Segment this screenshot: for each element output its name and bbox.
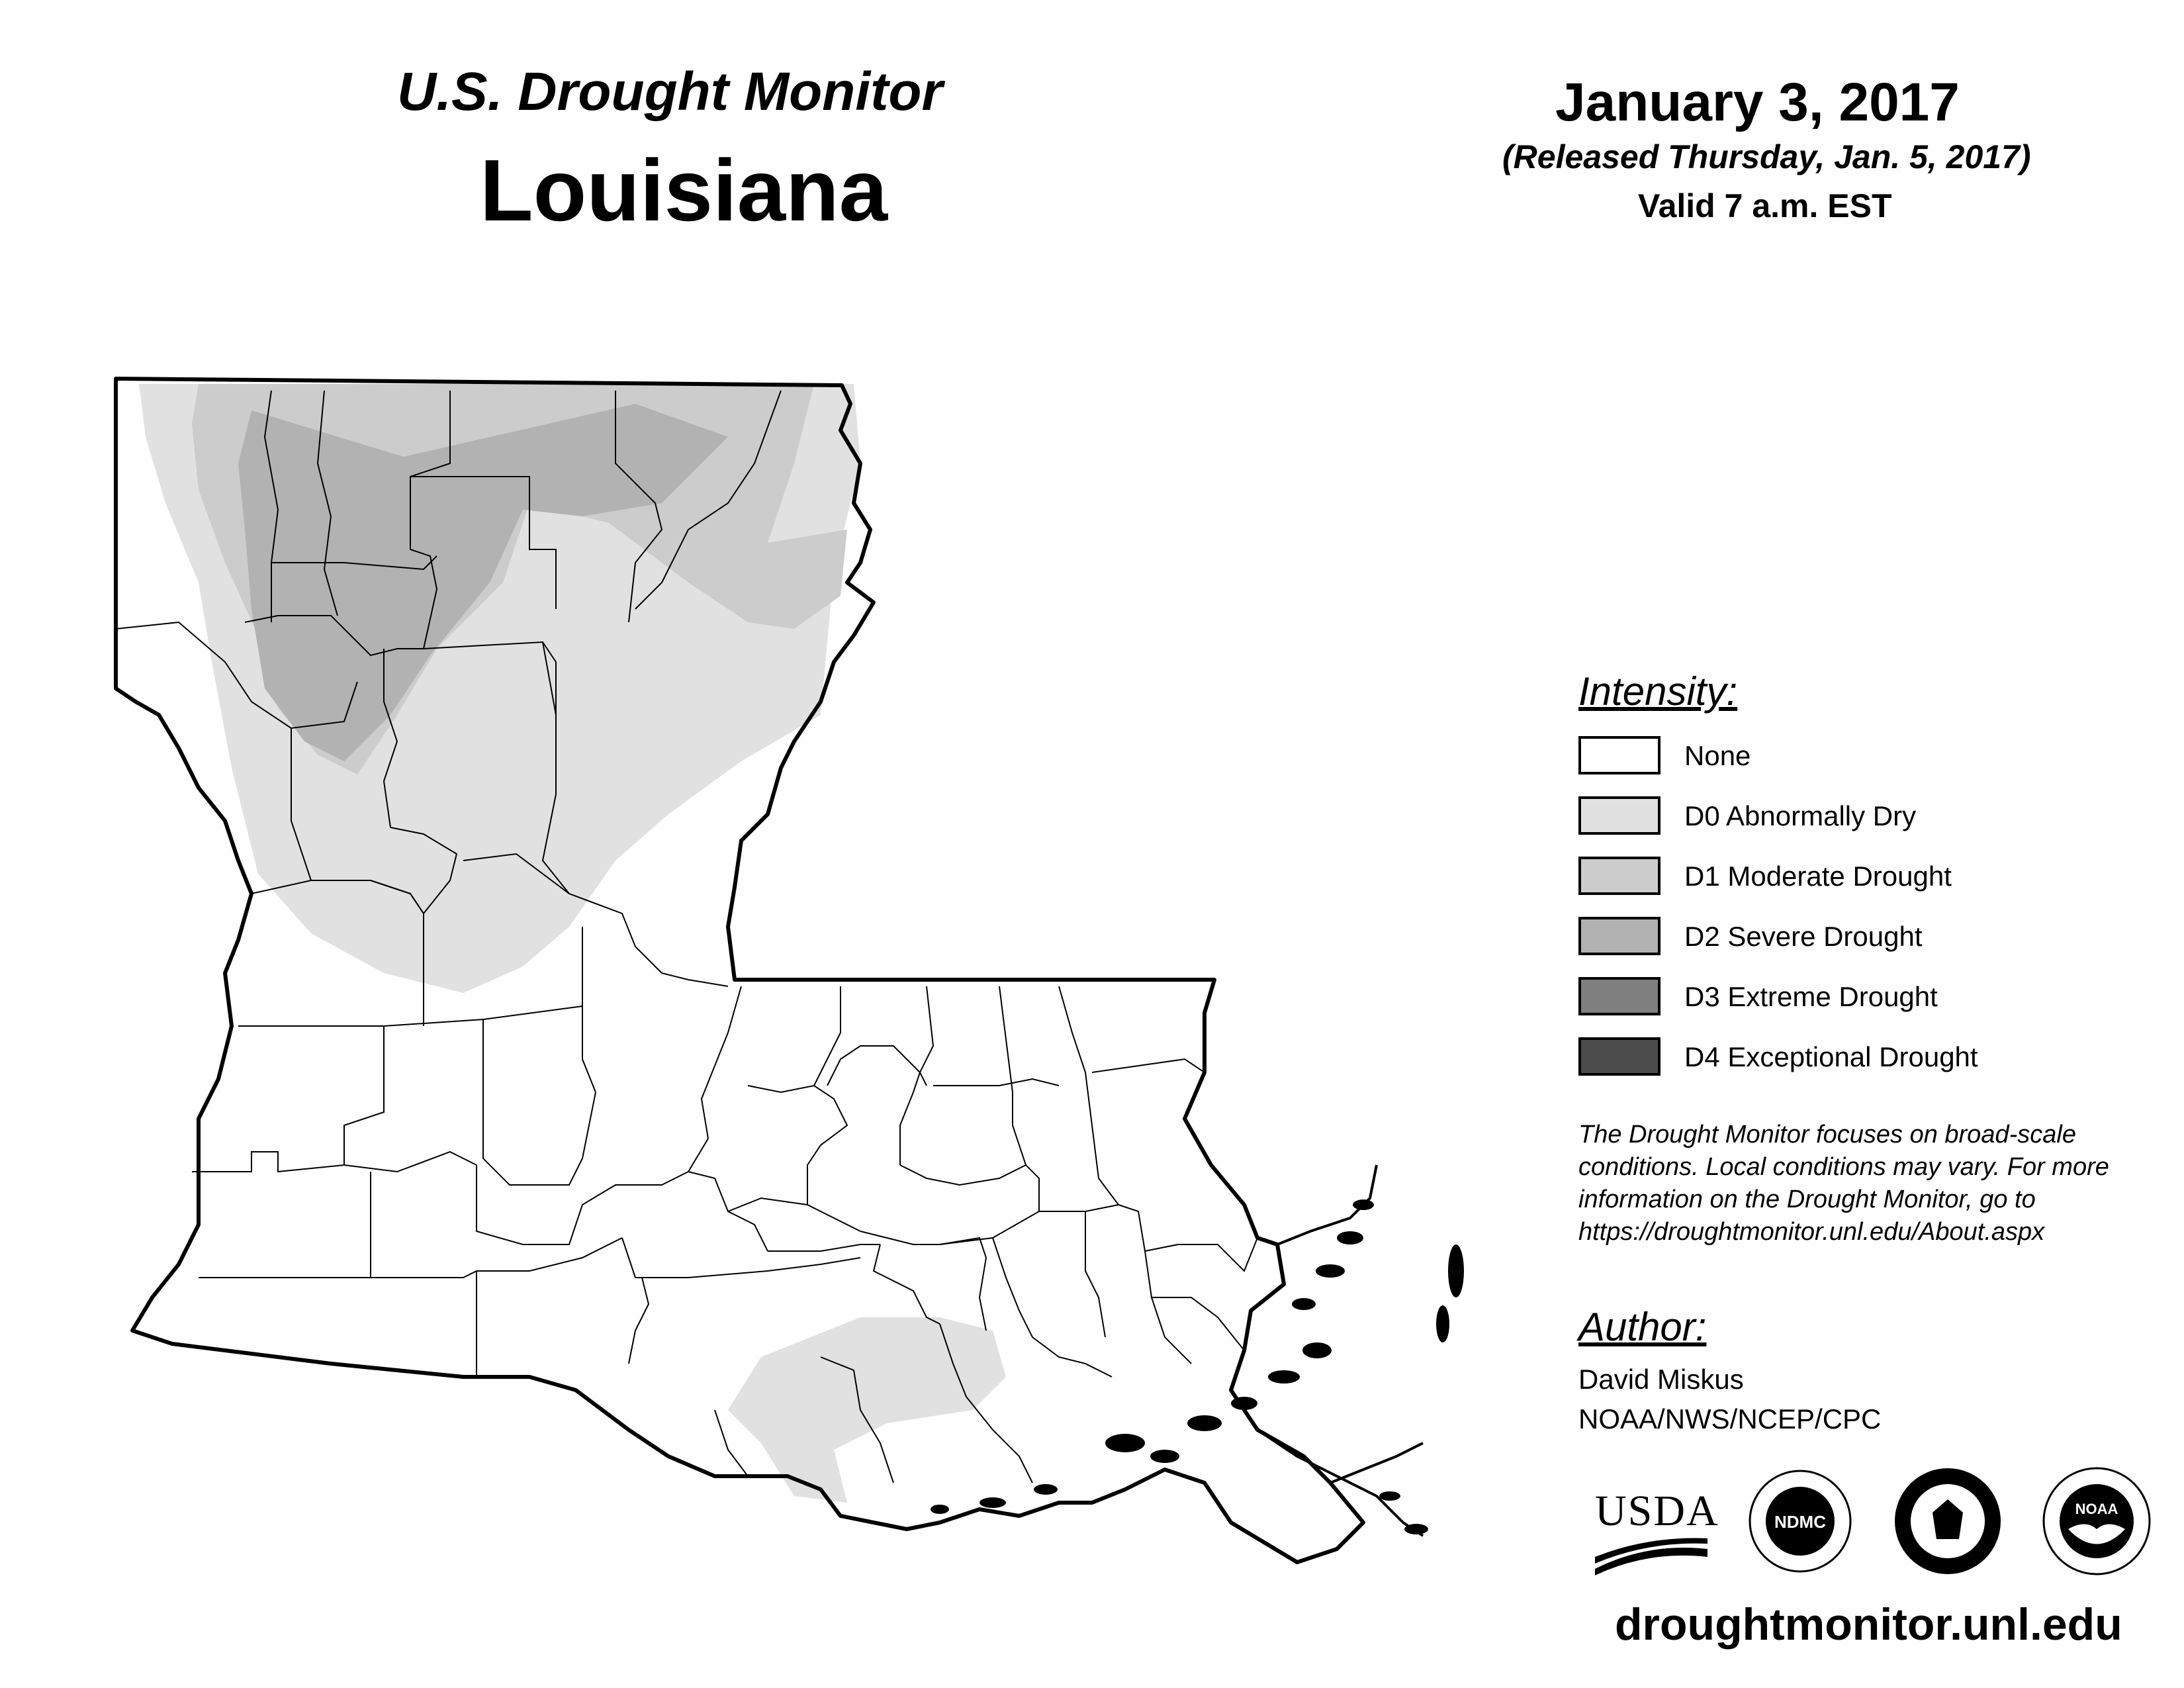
legend-label: None (1684, 740, 1751, 771)
department-of-commerce-seal (1893, 1466, 2003, 1576)
noaa-logo (2042, 1466, 2152, 1576)
author-name: David Miskus (1578, 1364, 1744, 1395)
ndmc-logo (1747, 1468, 1853, 1574)
legend-item-d0 (1578, 796, 2174, 839)
legend-label: D3 Extreme Drought (1684, 981, 1938, 1012)
disclaimer-note: The Drought Monitor focuses on broad-scale conditions. Local conditions may vary. For more information on the Drought Monitor, go to https://droughtmonitor.unl.edu/About.aspx (1578, 1121, 2109, 1246)
legend-swatch (1578, 857, 1661, 895)
legend-label: D0 Abnormally Dry (1684, 800, 1917, 831)
map-date: January 3, 2017 (1555, 72, 1960, 132)
legend-swatch (1578, 736, 1661, 774)
legend-label: D4 Exceptional Drought (1684, 1041, 1978, 1072)
legend-label: D2 Severe Drought (1684, 921, 1923, 952)
usda-swoosh-icon (1595, 1536, 1707, 1575)
valid-time: Valid 7 a.m. EST (1638, 187, 1892, 224)
map-title: Louisiana (480, 142, 888, 239)
legend-swatch (1578, 796, 1661, 835)
map-subtitle: U.S. Drought Monitor (397, 62, 943, 122)
usda-logo (1595, 1486, 1719, 1536)
author-heading: Author: (1578, 1305, 1707, 1349)
legend-item-d1 (1578, 857, 2174, 899)
release-date: (Released Thursday, Jan. 5, 2017) (1502, 138, 2031, 175)
legend-item-d3 (1578, 977, 2174, 1019)
legend-swatch (1578, 1037, 1661, 1076)
legend-swatch (1578, 977, 1661, 1015)
website-url: droughtmonitor.unl.edu (1615, 1599, 2122, 1650)
ndmc-logo-text: NDMC (1774, 1512, 1826, 1532)
legend-item-d4 (1578, 1037, 2174, 1080)
legend-title: Intensity: (1578, 669, 1738, 714)
legend-swatch (1578, 917, 1661, 955)
legend-item-none (1578, 736, 2174, 778)
noaa-logo-text: NOAA (2075, 1501, 2118, 1517)
coastal-outline (1257, 1165, 1423, 1536)
author-organization: NOAA/NWS/NCEP/CPC (1578, 1403, 1882, 1434)
legend-label: D1 Moderate Drought (1684, 861, 1952, 892)
coastal-marsh (931, 1199, 1464, 1534)
legend-item-d2 (1578, 917, 2174, 959)
usda-logo-text: USDA (1595, 1487, 1719, 1535)
